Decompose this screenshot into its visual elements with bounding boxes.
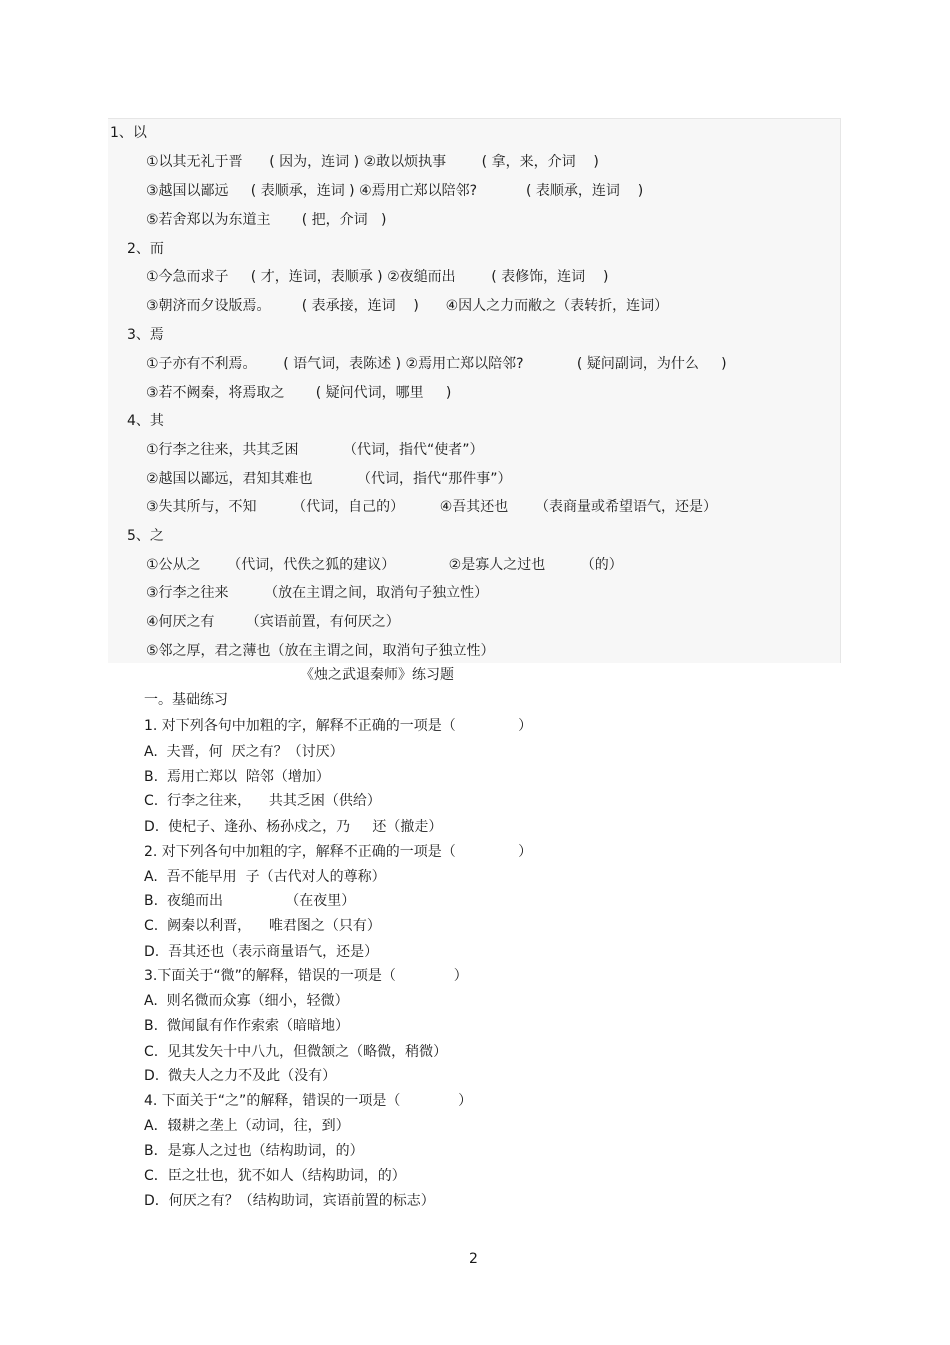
note-line: ①以其无礼于晋 ( 因为，连词 ) ②敢以烦执事 ( 拿，来，介词 ) [146,154,599,170]
option-a: A. 则名微而众寡（细小，轻微） [144,993,349,1009]
note-line: ④何厌之有 （宾语前置，有何厌之） [146,614,400,630]
note-line: ②越国以鄙远，君知其难也 （代词，指代“那件事”） [146,471,512,487]
question-stem: 2. 对下列各句中加粗的字，解释不正确的一项是（ ） [144,844,533,860]
note-line: ①公从之 （代词，代佚之狐的建议） ②是寡人之过也 （的） [146,557,623,573]
note-line: ⑤邻之厚，君之薄也（放在主谓之间，取消句子独立性） [146,643,495,659]
option-b: B. 焉用亡郑以 陪邻（增加） [144,769,330,785]
exercise-title: 《烛之武退秦师》练习题 [300,667,454,683]
question-stem: 4. 下面关于“之”的解释，错误的一项是（ ） [144,1093,473,1109]
question-stem: 3.下面关于“微”的解释，错误的一项是（ ） [144,968,468,984]
question-stem: 1. 对下列各句中加粗的字，解释不正确的一项是（ ） [144,718,533,734]
option-b: B．是寡人之过也（结构助词，的） [144,1143,364,1159]
option-a: A. 吾不能早用 子（古代对人的尊称） [144,869,386,885]
option-a: A. 夫晋，何 厌之有？（讨厌） [144,744,344,760]
note-line: ⑤若舍郑以为东道主 ( 把，介词 ) [146,212,387,228]
heading-zhi: 5、之 [127,528,164,544]
option-d: D．何厌之有？（结构助词，宾语前置的标志） [144,1193,435,1209]
option-b: B. 微闻鼠有作作索索（暗暗地） [144,1018,349,1034]
option-c: C. 行李之往来， 共其乏困（供给） [144,793,381,809]
option-d: D. 使杞子、逢孙、杨孙戍之，乃 还（撤走） [144,819,443,835]
option-b: B. 夜缒而出 （在夜里） [144,893,356,909]
note-line: ③朝济而夕设版焉。 ( 表承接，连词 ) ④因人之力而敝之（表转折，连词） [146,298,669,314]
heading-qi: 4、其 [127,413,164,429]
option-a: A．辍耕之垄上（动词，往，到） [144,1118,350,1134]
option-d: D. 吾其还也（表示商量语气，还是） [144,944,379,960]
heading-er: 2、而 [127,241,164,257]
option-c: C. 阙秦以利晋， 唯君图之（只有） [144,918,381,934]
note-line: ③行李之往来 （放在主谓之间，取消句子独立性） [146,585,489,601]
note-line: ①行李之往来，共其乏困 （代词，指代“使者”） [146,442,484,458]
page-number: 2 [469,1251,478,1267]
note-line: ③越国以鄙远 ( 表顺承，连词 ) ④焉用亡郑以陪邻? ( 表顺承，连词 ) [146,183,644,199]
note-line: ③失其所与，不知 （代词，自己的） ④吾其还也 （表商量或希望语气，还是） [146,499,718,515]
note-line: ③若不阙秦，将焉取之 ( 疑问代词，哪里 ) [146,385,452,401]
option-d: D. 微夫人之力不及此（没有） [144,1068,337,1084]
heading-yan: 3、焉 [127,327,164,343]
option-c: C. 见其发矢十中八九，但微颔之（略微，稍微） [144,1044,448,1060]
note-line: ①子亦有不利焉。 ( 语气词，表陈述 ) ②焉用亡郑以陪邻? ( 疑问副词，为什么 ) [146,356,727,372]
heading-yi: 1、以 [110,125,147,141]
section-heading: 一。基础练习 [144,692,228,708]
option-c: C．臣之壮也，犹不如人（结构助词，的） [144,1168,406,1184]
note-line: ①今急而求子 ( 才，连词，表顺承 ) ②夜缒而出 ( 表修饰，连词 ) [146,269,609,285]
